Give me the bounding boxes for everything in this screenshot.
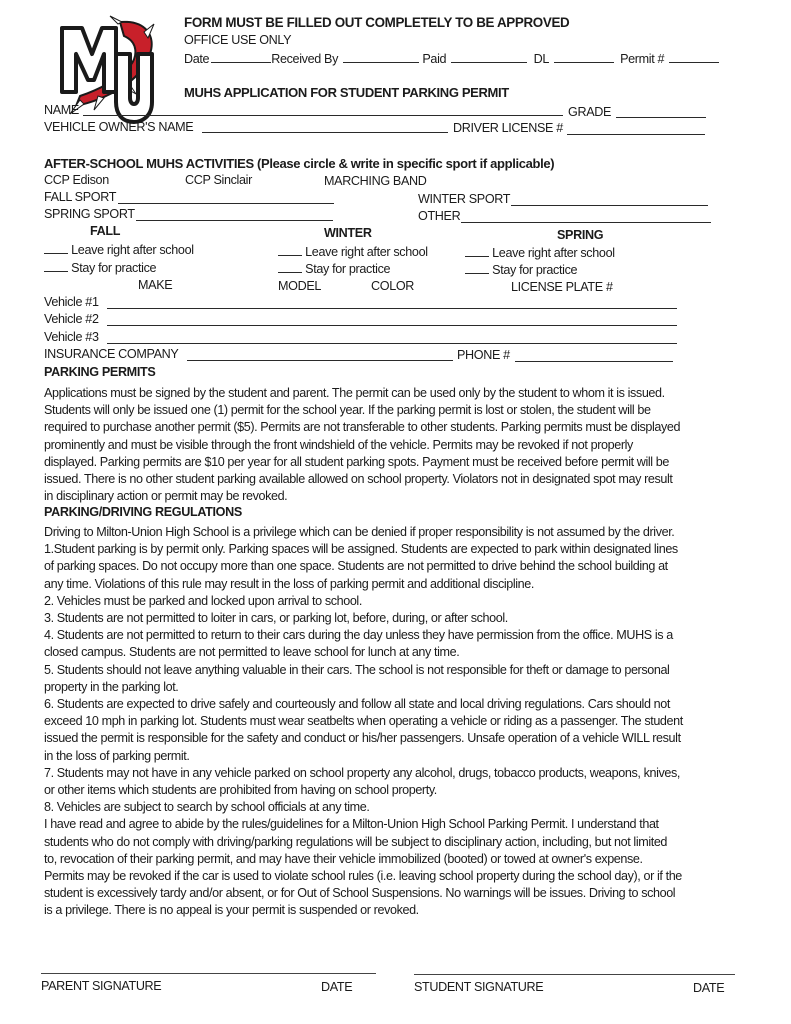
grade-field[interactable] bbox=[616, 117, 706, 118]
regulations-line: is a privilege. There is no appeal is your permit is suspended or revoked. bbox=[44, 903, 419, 918]
vehicle-2-label: Vehicle #2 bbox=[44, 312, 99, 326]
office-received-label: Received By bbox=[271, 52, 339, 66]
office-date-label: Date bbox=[184, 52, 210, 66]
driver-license-label: DRIVER LICENSE # bbox=[453, 121, 563, 135]
fall-sport-field[interactable] bbox=[118, 203, 334, 204]
col-license-plate: LICENSE PLATE # bbox=[511, 280, 613, 294]
regulations-line: 6. Students are expected to drive safely and courteously and follow all state and local driving regulations. Cars should not bbox=[44, 697, 670, 712]
winter-leave-option bbox=[278, 244, 428, 259]
permits-line: Students will only be issued one (1) permit for the school year. If the parking permit is lost or stolen, the student will be bbox=[44, 403, 651, 418]
regulations-line: 3. Students are not permitted to loiter in cars, or parking lot, before, during, or after school. bbox=[44, 611, 508, 626]
student-signature-field[interactable] bbox=[414, 974, 735, 975]
regulations-line: student is excessively tardy and/or absent, or for Out of School Suspensions. No warnings will be issues. Driving to school bbox=[44, 886, 676, 901]
insurance-label: INSURANCE COMPANY bbox=[44, 347, 179, 361]
regulations-line: I have read and agree to abide by the rules/guidelines for a Milton-Union High School Parking Permit. I understand that bbox=[44, 817, 659, 832]
office-use-label: OFFICE USE ONLY bbox=[184, 33, 292, 47]
vehicle-3-label: Vehicle #3 bbox=[44, 330, 99, 344]
office-use-fields bbox=[184, 51, 719, 66]
option-marching-band[interactable]: MARCHING BAND bbox=[324, 174, 427, 188]
regulations-line: in the loss of parking permit. bbox=[44, 748, 190, 763]
name-label: NAME bbox=[44, 103, 79, 117]
spring-leave-option bbox=[465, 245, 615, 260]
office-paid-field[interactable] bbox=[451, 51, 527, 63]
spring-stay-label: Stay for practice bbox=[492, 263, 578, 277]
name-field[interactable] bbox=[83, 115, 563, 116]
permits-line: displayed. Parking permits are $10 per year for all student parking spots. Payment must be received before permit will be bbox=[44, 454, 669, 469]
permits-line: prominently and must be visible through the front windshield of the vehicle. Permits may be revoked if not properly bbox=[44, 437, 633, 452]
permits-heading: PARKING PERMITS bbox=[44, 365, 156, 379]
regulations-heading: PARKING/DRIVING REGULATIONS bbox=[44, 505, 242, 519]
regulations-line: exceed 10 mph in parking lot. Students must wear seatbelts when operating a vehicle or riding as a passenger. The student bbox=[44, 714, 683, 729]
spring-sport-field[interactable] bbox=[136, 220, 333, 221]
regulations-line: 7. Students may not have in any vehicle parked on school property any alcohol, drugs, tobacco products, weapons, knives, bbox=[44, 765, 680, 780]
fall-sport-label: FALL SPORT bbox=[44, 190, 117, 204]
activities-heading: AFTER-SCHOOL MUHS ACTIVITIES (Please circle & write in specific sport if applicable) bbox=[44, 156, 555, 171]
parent-date-label: DATE bbox=[321, 980, 353, 994]
winter-stay-label: Stay for practice bbox=[305, 262, 391, 276]
winter-sport-label: WINTER SPORT bbox=[418, 192, 511, 206]
permits-line: Applications must be signed by the student and parent. The permit can be used only by the student to whom it is issued. bbox=[44, 386, 665, 400]
col-make: MAKE bbox=[138, 278, 173, 292]
permits-line: required to purchase another permit ($5). Permits are not transferable to other students. Parking permits must be displayed bbox=[44, 420, 681, 435]
office-permit-label: Permit # bbox=[620, 52, 665, 66]
season-fall-heading: FALL bbox=[90, 224, 121, 238]
driver-license-field[interactable] bbox=[567, 134, 705, 135]
col-color: COLOR bbox=[371, 279, 415, 293]
spring-stay-check[interactable] bbox=[465, 262, 489, 274]
regulations-line: to, revocation of their parking permit, and may have their vehicle immobilized (booted) or towed at owner's expense. bbox=[44, 851, 643, 866]
spring-leave-label: Leave right after school bbox=[492, 246, 615, 260]
parent-signature-field[interactable] bbox=[41, 973, 376, 974]
regulations-line: 5. Students should not leave anything valuable in their cars. The school is not responsible for theft or damage to personal bbox=[44, 662, 670, 677]
regulations-line: closed campus. Students are not permitted to leave school for lunch at any time. bbox=[44, 645, 460, 660]
permits-text bbox=[44, 385, 756, 505]
winter-stay-option bbox=[278, 261, 390, 276]
other-label: OTHER bbox=[418, 209, 461, 223]
regulations-line: property in the parking lot. bbox=[44, 679, 179, 694]
regulations-text bbox=[44, 524, 756, 920]
student-date-label: DATE bbox=[693, 981, 725, 995]
form-notice: FORM MUST BE FILLED OUT COMPLETELY TO BE APPROVED bbox=[184, 15, 570, 30]
fall-leave-option bbox=[44, 242, 194, 257]
winter-leave-label: Leave right after school bbox=[305, 245, 428, 259]
fall-leave-label: Leave right after school bbox=[71, 243, 194, 257]
fall-stay-label: Stay for practice bbox=[71, 261, 157, 275]
regulations-line: 1.Student parking is by permit only. Parking spaces will be assigned. Students are expected to park within designated lines bbox=[44, 542, 678, 557]
winter-stay-check[interactable] bbox=[278, 261, 302, 273]
regulations-line: 8. Vehicles are subject to search by school officials at any time. bbox=[44, 800, 370, 815]
fall-stay-check[interactable] bbox=[44, 260, 68, 272]
office-dl-field[interactable] bbox=[554, 51, 614, 63]
option-ccp-sinclair[interactable]: CCP Sinclair bbox=[185, 173, 252, 187]
vehicle-1-field[interactable] bbox=[107, 308, 677, 309]
regulations-line: 4. Students are not permitted to return to their cars during the day unless they have permission from the office. MUHS is a bbox=[44, 628, 673, 643]
office-received-field[interactable] bbox=[343, 51, 419, 63]
regulations-line: any time. Violations of this rule may result in the loss of parking permit and additional discipline. bbox=[44, 576, 534, 591]
phone-field[interactable] bbox=[515, 361, 673, 362]
season-spring-heading: SPRING bbox=[557, 228, 604, 242]
winter-sport-field[interactable] bbox=[511, 205, 708, 206]
permits-line: in disciplinary action or permit may be revoked. bbox=[44, 489, 288, 504]
office-permit-field[interactable] bbox=[669, 51, 719, 63]
option-ccp-edison[interactable]: CCP Edison bbox=[44, 173, 109, 187]
office-paid-label: Paid bbox=[422, 52, 447, 66]
owner-name-label: VEHICLE OWNER'S NAME bbox=[44, 120, 194, 134]
office-date-field[interactable] bbox=[211, 51, 271, 63]
insurance-field[interactable] bbox=[187, 360, 453, 361]
other-field[interactable] bbox=[461, 222, 711, 223]
regulations-line: issued the permit is responsible for the safety and conduct or his/her passengers. Unsafe operation of a vehicle WILL result bbox=[44, 731, 681, 746]
page-title: MUHS APPLICATION FOR STUDENT PARKING PERMIT bbox=[184, 85, 509, 100]
fall-leave-check[interactable] bbox=[44, 242, 68, 254]
regulations-line: or other items which students are prohibited from having on school property. bbox=[44, 783, 437, 798]
spring-stay-option bbox=[465, 262, 577, 277]
fall-stay-option bbox=[44, 260, 156, 275]
parent-signature-label: PARENT SIGNATURE bbox=[41, 979, 162, 993]
regulations-line: students who do not comply with driving/parking regulations will be subject to disciplinary action, including, but not limited bbox=[44, 834, 668, 849]
spring-sport-label: SPRING SPORT bbox=[44, 207, 135, 221]
student-signature-label: STUDENT SIGNATURE bbox=[414, 980, 544, 994]
spring-leave-check[interactable] bbox=[465, 245, 489, 257]
regulations-line: of parking spaces. Do not occupy more than one space. Students are not permitted to drive behind the school building at bbox=[44, 559, 668, 574]
vehicle-1-label: Vehicle #1 bbox=[44, 295, 99, 309]
col-model: MODEL bbox=[278, 279, 322, 293]
owner-name-field[interactable] bbox=[202, 132, 448, 133]
regulations-line: 2. Vehicles must be parked and locked upon arrival to school. bbox=[44, 593, 362, 608]
season-winter-heading: WINTER bbox=[324, 226, 372, 240]
grade-label: GRADE bbox=[568, 105, 612, 119]
permits-line: issued. There is no other student parking available allowed on school property. Violators not in designated spot may result bbox=[44, 472, 673, 487]
vehicle-3-field[interactable] bbox=[107, 343, 677, 344]
regulations-line: Permits may be revoked if the car is used to violate school rules (i.e. leaving school property during the school day), or if the bbox=[44, 869, 682, 884]
vehicle-2-field[interactable] bbox=[107, 325, 677, 326]
regulations-line: Driving to Milton-Union High School is a privilege which can be denied if proper responsibility is not assumed by the driver. bbox=[44, 525, 675, 539]
winter-leave-check[interactable] bbox=[278, 244, 302, 256]
phone-label: PHONE # bbox=[457, 348, 510, 362]
office-dl-label: DL bbox=[533, 52, 549, 66]
